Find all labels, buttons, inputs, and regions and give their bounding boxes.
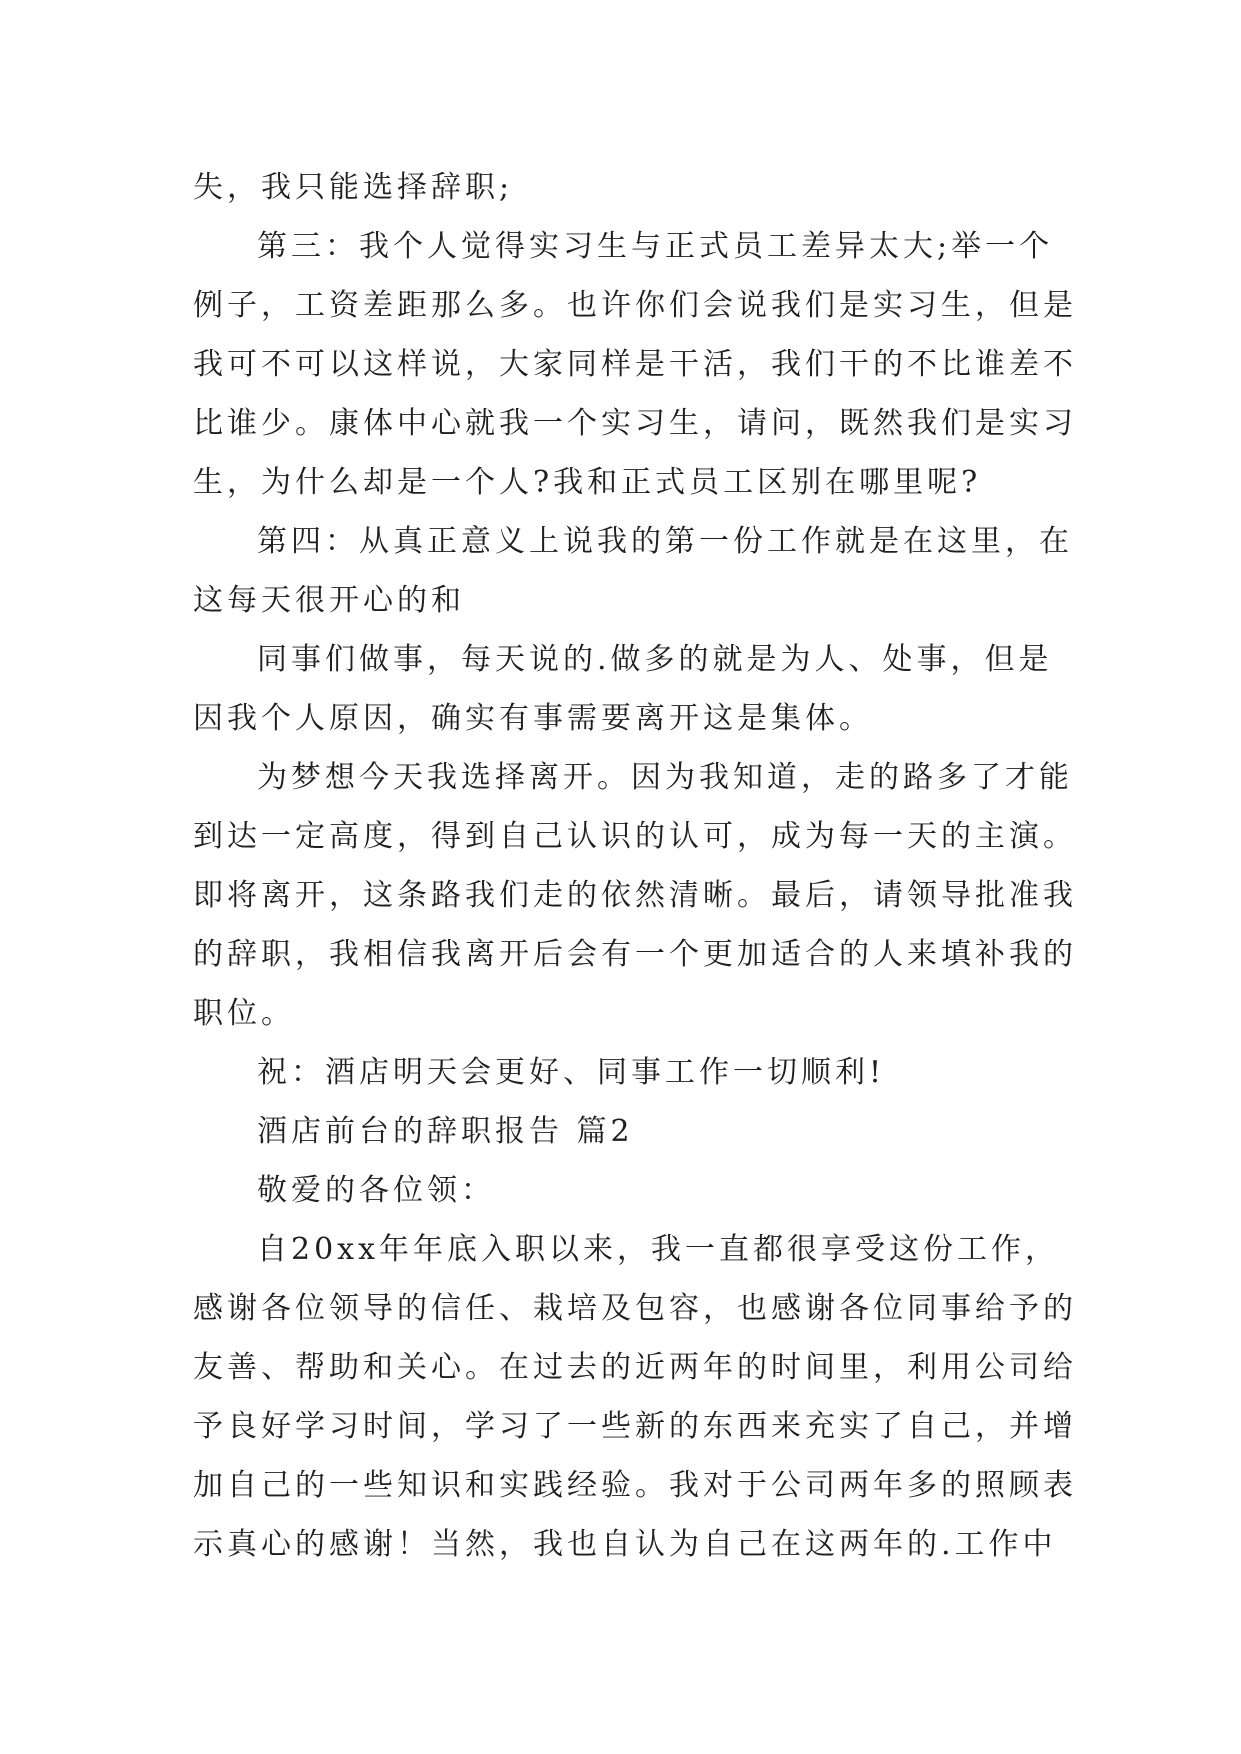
text-line-5: 比谁少。康体中心就我一个实习生，请问，既然我们是实习: [193, 406, 1077, 441]
text-line-14: 的辞职，我相信我离开后会有一个更加适合的人来填补我的: [193, 937, 1077, 972]
text-line-10: 因我个人原因，确实有事需要离开这是集体。: [193, 701, 873, 736]
text-line-15: 职位。: [193, 996, 295, 1031]
text-line-2: 第三：我个人觉得实习生与正式员工差异太大;举一个: [257, 229, 1054, 264]
section-heading: 酒店前台的辞职报告 篇2: [257, 1114, 634, 1149]
text-line-1: 失，我只能选择辞职;: [193, 170, 514, 205]
text-line-24: 示真心的感谢！当然，我也自认为自己在这两年的.工作中: [193, 1527, 1057, 1562]
text-line-16: 祝：酒店明天会更好、同事工作一切顺利!: [257, 1055, 886, 1090]
text-line-21: 友善、帮助和关心。在过去的近两年的时间里，利用公司给: [193, 1350, 1077, 1385]
text-line-9: 同事们做事，每天说的.做多的就是为人、处事，但是: [257, 642, 1053, 677]
salutation: 敬爱的各位领：: [257, 1173, 495, 1208]
document-body: [193, 158, 1077, 1574]
text-line-8: 这每天很开心的和: [193, 583, 465, 618]
text-line-12: 到达一定高度，得到自己认识的认可，成为每一天的主演。: [193, 819, 1077, 854]
text-line-23: 加自己的一些知识和实践经验。我对于公司两年多的照顾表: [193, 1468, 1077, 1503]
text-line-20: 感谢各位领导的信任、栽培及包容，也感谢各位同事给予的: [193, 1291, 1077, 1326]
text-line-4: 我可不可以这样说，大家同样是干活，我们干的不比谁差不: [193, 347, 1077, 382]
text-line-11: 为梦想今天我选择离开。因为我知道，走的路多了才能: [257, 760, 1073, 795]
text-line-19: 自20xx年年底入职以来，我一直都很享受这份工作，: [257, 1232, 1060, 1267]
text-line-6: 生，为什么却是一个人?我和正式员工区别在哪里呢?: [193, 465, 982, 500]
text-line-22: 予良好学习时间，学习了一些新的东西来充实了自己，并增: [193, 1409, 1077, 1444]
text-line-7: 第四：从真正意义上说我的第一份工作就是在这里，在: [257, 524, 1073, 559]
text-line-3: 例子，工资差距那么多。也许你们会说我们是实习生，但是: [193, 288, 1077, 323]
text-line-13: 即将离开，这条路我们走的依然清晰。最后，请领导批准我: [193, 878, 1077, 913]
